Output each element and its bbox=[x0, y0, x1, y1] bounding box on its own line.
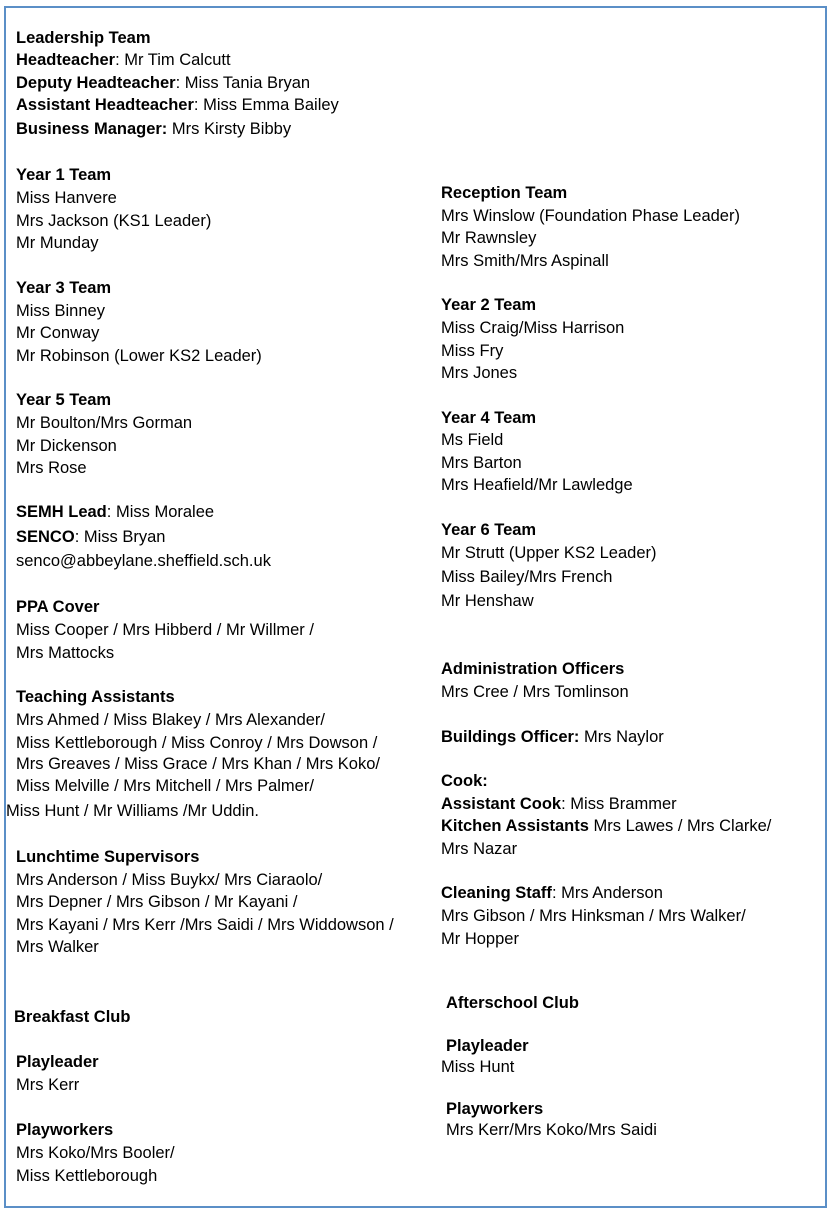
reception-member: Mr Rawnsley bbox=[441, 229, 537, 247]
senco-value: : Miss Bryan bbox=[74, 528, 166, 546]
reception-member: Mrs Winslow (Foundation Phase Leader) bbox=[441, 207, 740, 225]
kitchen-assistants-line bbox=[441, 815, 771, 837]
teaching-assistants-line: Mrs Greaves / Miss Grace / Mrs Khan / Mrs Koko/ bbox=[16, 755, 380, 773]
lunchtime-line: Mrs Walker bbox=[16, 938, 99, 956]
year3-title: Year 3 Team bbox=[16, 279, 112, 297]
semh-label: SEMH Lead bbox=[16, 503, 107, 521]
semh-line bbox=[16, 501, 214, 523]
year4-member: Mrs Barton bbox=[441, 454, 522, 472]
buildings-label: Buildings Officer: bbox=[441, 728, 580, 746]
breakfast-playleader-title: Playleader bbox=[16, 1053, 99, 1071]
teaching-assistants-line: Miss Melville / Mrs Mitchell / Mrs Palmer/ bbox=[16, 777, 314, 795]
cleaning-value: : Mrs Anderson bbox=[551, 884, 663, 902]
year2-member: Mrs Jones bbox=[441, 364, 518, 382]
admin-title: Administration Officers bbox=[441, 660, 625, 678]
year3-member: Mr Robinson (Lower KS2 Leader) bbox=[16, 347, 262, 365]
year1-member: Miss Hanvere bbox=[16, 189, 117, 207]
afterschool-title: Afterschool Club bbox=[446, 994, 579, 1012]
year6-member: Mr Strutt (Upper KS2 Leader) bbox=[441, 544, 657, 562]
breakfast-title: Breakfast Club bbox=[14, 1008, 131, 1026]
year5-title: Year 5 Team bbox=[16, 391, 112, 409]
senco-email: senco@abbeylane.sheffield.sch.uk bbox=[16, 552, 271, 570]
breakfast-playworkers-title: Playworkers bbox=[16, 1121, 114, 1139]
ppa-line: Miss Cooper / Mrs Hibberd / Mr Willmer / bbox=[16, 621, 314, 639]
leadership-title: Leadership Team bbox=[16, 29, 151, 47]
kitchen-assistants-label: Kitchen Assistants bbox=[441, 817, 589, 835]
reception-member: Mrs Smith/Mrs Aspinall bbox=[441, 252, 609, 270]
year5-member: Mr Boulton/Mrs Gorman bbox=[16, 414, 193, 432]
cleaning-staff-line: Mrs Gibson / Mrs Hinksman / Mrs Walker/ bbox=[441, 907, 746, 925]
deputy-value: : Miss Tania Bryan bbox=[175, 74, 311, 92]
year6-title: Year 6 Team bbox=[441, 521, 537, 539]
cleaning-staff-line: Mr Hopper bbox=[441, 930, 519, 948]
cook-title: Cook: bbox=[441, 772, 488, 790]
year6-member: Miss Bailey/Mrs French bbox=[441, 568, 613, 586]
year2-member: Miss Fry bbox=[441, 342, 504, 360]
teaching-assistants-line: Mrs Ahmed / Miss Blakey / Mrs Alexander/ bbox=[16, 711, 326, 729]
breakfast-playleader: Mrs Kerr bbox=[16, 1076, 80, 1094]
assistant-cook-label: Assistant Cook bbox=[441, 795, 562, 813]
cleaning-line bbox=[441, 882, 663, 904]
business-manager-label: Business Manager: bbox=[16, 120, 168, 138]
senco-label: SENCO bbox=[16, 528, 75, 546]
year3-member: Mr Conway bbox=[16, 324, 100, 342]
assistant-head-value: : Miss Emma Bailey bbox=[193, 96, 339, 114]
lunchtime-line: Mrs Kayani / Mrs Kerr /Mrs Saidi / Mrs Widdowson / bbox=[16, 916, 394, 934]
afterschool-playleader: Miss Hunt bbox=[441, 1058, 515, 1076]
deputy-label: Deputy Headteacher bbox=[16, 74, 176, 92]
year5-member: Mr Dickenson bbox=[16, 437, 117, 455]
senco-line bbox=[16, 526, 165, 548]
year5-member: Mrs Rose bbox=[16, 459, 87, 477]
breakfast-playworker-line: Mrs Koko/Mrs Booler/ bbox=[16, 1144, 175, 1162]
deputy-line bbox=[16, 72, 310, 94]
afterschool-playleader-title: Playleader bbox=[446, 1037, 529, 1055]
kitchen-assistants-value: Mrs Lawes / Mrs Clarke/ bbox=[588, 817, 772, 835]
ppa-title: PPA Cover bbox=[16, 598, 100, 616]
assistant-cook-value: : Miss Brammer bbox=[561, 795, 677, 813]
year6-member: Mr Henshaw bbox=[441, 592, 534, 610]
kitchen-assistants-line2: Mrs Nazar bbox=[441, 840, 518, 858]
ppa-line: Mrs Mattocks bbox=[16, 644, 115, 662]
teaching-assistants-line: Miss Kettleborough / Miss Conroy / Mrs Dowson / bbox=[16, 734, 378, 752]
business-manager-line bbox=[16, 118, 291, 140]
teaching-assistants-title: Teaching Assistants bbox=[16, 688, 175, 706]
reception-title: Reception Team bbox=[441, 184, 568, 202]
year4-member: Mrs Heafield/Mr Lawledge bbox=[441, 476, 633, 494]
business-manager-value: Mrs Kirsty Bibby bbox=[167, 120, 292, 138]
year2-title: Year 2 Team bbox=[441, 296, 537, 314]
year1-member: Mrs Jackson (KS1 Leader) bbox=[16, 212, 212, 230]
lunchtime-line: Mrs Anderson / Miss Buykx/ Mrs Ciaraolo/ bbox=[16, 871, 323, 889]
headteacher-value: : Mr Tim Calcutt bbox=[115, 51, 231, 69]
year1-member: Mr Munday bbox=[16, 234, 99, 252]
year3-member: Miss Binney bbox=[16, 302, 105, 320]
buildings-line bbox=[441, 726, 664, 748]
teaching-assistants-line: Miss Hunt / Mr Williams /Mr Uddin. bbox=[6, 802, 260, 820]
cleaning-label: Cleaning Staff bbox=[441, 884, 552, 902]
assistant-head-label: Assistant Headteacher bbox=[16, 96, 194, 114]
afterschool-playworkers-title: Playworkers bbox=[446, 1100, 544, 1118]
year1-title: Year 1 Team bbox=[16, 166, 112, 184]
year2-member: Miss Craig/Miss Harrison bbox=[441, 319, 625, 337]
headteacher-line bbox=[16, 49, 231, 71]
semh-value: : Miss Moralee bbox=[106, 503, 215, 521]
year4-title: Year 4 Team bbox=[441, 409, 537, 427]
breakfast-playworker-line: Miss Kettleborough bbox=[16, 1167, 158, 1185]
lunchtime-line: Mrs Depner / Mrs Gibson / Mr Kayani / bbox=[16, 893, 298, 911]
admin-value: Mrs Cree / Mrs Tomlinson bbox=[441, 683, 629, 701]
afterschool-playworkers: Mrs Kerr/Mrs Koko/Mrs Saidi bbox=[446, 1121, 657, 1139]
lunchtime-title: Lunchtime Supervisors bbox=[16, 848, 200, 866]
headteacher-label: Headteacher bbox=[16, 51, 116, 69]
assistant-head-line bbox=[16, 94, 339, 116]
assistant-cook-line bbox=[441, 793, 677, 815]
year4-member: Ms Field bbox=[441, 431, 504, 449]
buildings-value: Mrs Naylor bbox=[579, 728, 664, 746]
